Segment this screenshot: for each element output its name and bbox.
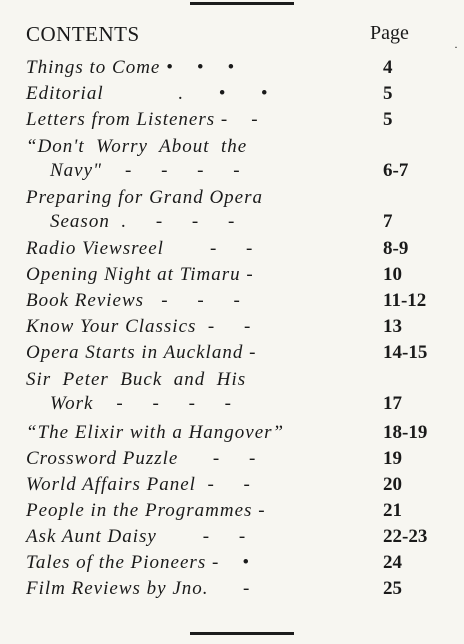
entry-title: Editorial . • • (26, 83, 269, 104)
entry-page-number: 18-19 (383, 422, 428, 443)
contents-entry (26, 186, 446, 234)
entry-page-number: 8-9 (383, 238, 409, 259)
entry-page-number: 5 (383, 83, 393, 104)
contents-entry (26, 341, 446, 365)
entry-title: Work - - - - (50, 393, 232, 414)
entry-title: People in the Programmes - (26, 500, 266, 521)
contents-entry (26, 237, 446, 261)
entry-title: Things to Come • • • (26, 57, 236, 78)
entry-page-number: 19 (383, 448, 402, 469)
contents-entry (26, 56, 446, 80)
contents-entry (26, 551, 446, 575)
entry-title: Opening Night at Timaru - (26, 264, 254, 285)
top-rule (190, 2, 294, 5)
entry-page-number: 11-12 (383, 290, 427, 311)
entry-title: Ask Aunt Daisy - - (26, 526, 247, 547)
entry-page-number: 20 (383, 474, 402, 495)
entry-page-number: 24 (383, 552, 402, 573)
entry-page-number: 13 (383, 316, 402, 337)
contents-entry (26, 289, 446, 313)
entry-title: Opera Starts in Auckland - (26, 342, 257, 363)
contents-entry (26, 368, 446, 416)
entry-page-number: 5 (383, 109, 393, 130)
contents-entry (26, 525, 446, 549)
entry-title: Preparing for Grand Opera (26, 187, 263, 208)
entry-page-number: 17 (383, 393, 402, 414)
entry-page-number: 6-7 (383, 160, 409, 181)
entry-page-number: 22-23 (383, 526, 428, 547)
contents-entry (26, 473, 446, 497)
contents-entry (26, 135, 446, 183)
contents-heading: CONTENTS (26, 22, 140, 46)
contents-entry (26, 108, 446, 132)
entry-title: “Don't Worry About the (26, 136, 248, 157)
entry-title: “The Elixir with a Hangover” (26, 422, 285, 443)
entry-page-number: 14-15 (383, 342, 428, 363)
entry-page-number: 25 (383, 578, 402, 599)
contents-entry (26, 82, 446, 106)
bottom-rule (190, 632, 294, 635)
entry-page-number: 4 (383, 57, 393, 78)
contents-entry (26, 421, 446, 445)
entry-title: Season . - - - (50, 211, 236, 232)
entry-title: Book Reviews - - - (26, 290, 241, 311)
entry-title: Letters from Listeners - - (26, 109, 259, 130)
entry-page-number: 21 (383, 500, 402, 521)
contents-entry (26, 315, 446, 339)
entry-page-number: 7 (383, 211, 393, 232)
contents-entry (26, 263, 446, 287)
print-speck: · (454, 40, 458, 54)
entry-title: Tales of the Pioneers - • (26, 552, 250, 573)
entry-title: Sir Peter Buck and His (26, 369, 247, 390)
contents-entry (26, 577, 446, 601)
entry-page-number: 10 (383, 264, 402, 285)
entry-title: Crossword Puzzle - - (26, 448, 257, 469)
entry-title: Know Your Classics - - (26, 316, 252, 337)
contents-entry (26, 447, 446, 471)
entry-title: Film Reviews by Jno. - (26, 578, 251, 599)
page-column-heading: Page (370, 22, 409, 44)
contents-entry (26, 499, 446, 523)
entry-title: World Affairs Panel - - (26, 474, 251, 495)
entry-title: Radio Viewsreel - - (26, 238, 254, 259)
entry-title: Navy" - - - - (50, 160, 241, 181)
